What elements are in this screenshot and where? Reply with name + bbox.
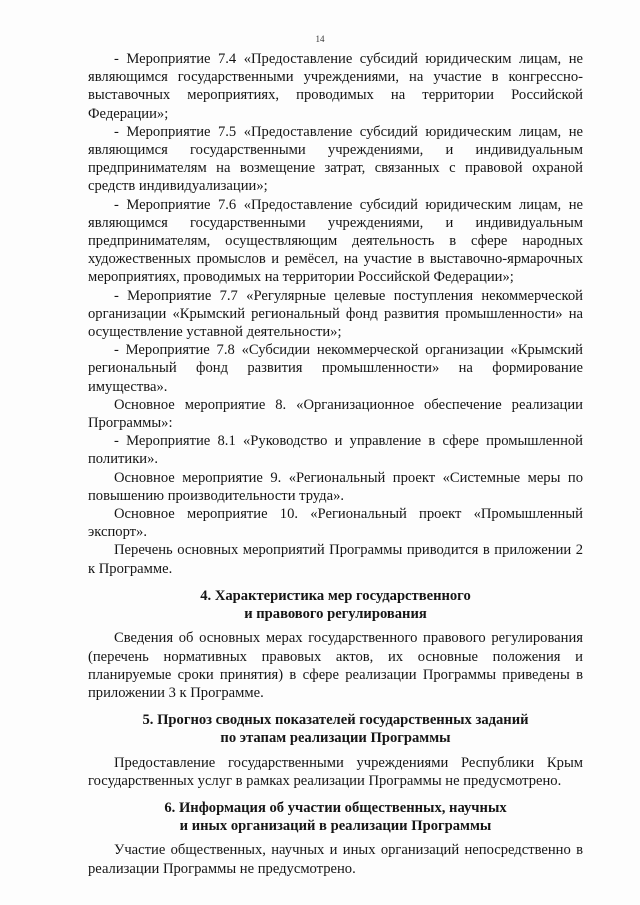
section-4-title-line-2: и правового регулирования	[244, 606, 427, 623]
paragraph-measure-7-4: - Мероприятие 7.4 «Предоставление субсидий юридическим лицам, не являющимся государственными учреждениями, на участие в конгрессно-выставочных мероприятиях, проводимых на территории Российской Федерации»;	[88, 51, 583, 122]
paragraph-main-measure-9: Основное мероприятие 9. «Региональный проект «Системные меры по повышению производительности труда».	[88, 469, 583, 504]
section-4-text: Сведения об основных мерах государственного правового регулирования (перечень нормативных правовых актов, их основные положения и планируемые сроки принятия) в сфере реализации Программы приведены в приложении 3 к Программе.	[88, 630, 583, 701]
paragraph-main-measure-10: Основное мероприятие 10. «Региональный проект «Промышленный экспорт».	[88, 506, 583, 541]
paragraph-measure-8-1: - Мероприятие 8.1 «Руководство и управление в сфере промышленной политики».	[88, 433, 583, 468]
page-number: 14	[315, 34, 325, 44]
paragraph-main-measure-8: Основное мероприятие 8. «Организационное обеспечение реализации Программы»:	[88, 396, 583, 432]
paragraph-measure-7-5: - Мероприятие 7.5 «Предоставление субсидий юридическим лицам, не являющимся государственными учреждениями, и индивидуальным предпринимателям на возмещение затрат, связанных с правовой охраной средств индивидуализации»;	[88, 123, 583, 195]
paragraph-measure-7-6: - Мероприятие 7.6 «Предоставление субсидий юридическим лицам, не являющимся государственными учреждениями, и индивидуальным предпринимателям, осуществляющим деятельность в сфере народных художественных промыслов и ремёсел, на участие в выставочно-ярмарочных мероприятиях, проводимых на территории Российской Федерации»;	[88, 196, 583, 286]
paragraph-measures-list: Перечень основных мероприятий Программы приводится в приложении 2 к Программе.	[88, 542, 583, 577]
section-5-title-line-1: 5. Прогноз сводных показателей государственных заданий	[142, 712, 529, 729]
section-5-text: Предоставление государственными учреждениями Республики Крым государственных услуг в рамках реализации Программы не предусмотрено.	[88, 754, 583, 789]
paragraph-measure-7-7: - Мероприятие 7.7 «Регулярные целевые поступления некоммерческой организации «Крымский региональный фонд развития промышленности» на осуществление уставной деятельности»;	[88, 287, 583, 341]
section-6-title-line-1: 6. Информация об участии общественных, научных	[164, 799, 507, 816]
paragraph-measure-7-8: - Мероприятие 7.8 «Субсидии некоммерческой организации «Крымский региональный фонд развития промышленности» на формирование имущества».	[88, 342, 583, 395]
section-5-title-line-2: по этапам реализации Программы	[220, 730, 451, 747]
section-6-text: Участие общественных, научных и иных организаций непосредственно в реализации Программы не предусмотрено.	[88, 842, 583, 877]
document-body	[88, 50, 583, 878]
section-6-title-line-2: и иных организаций в реализации Программы	[179, 818, 492, 835]
section-4-title-line-1: 4. Характеристика мер государственного	[200, 587, 471, 604]
